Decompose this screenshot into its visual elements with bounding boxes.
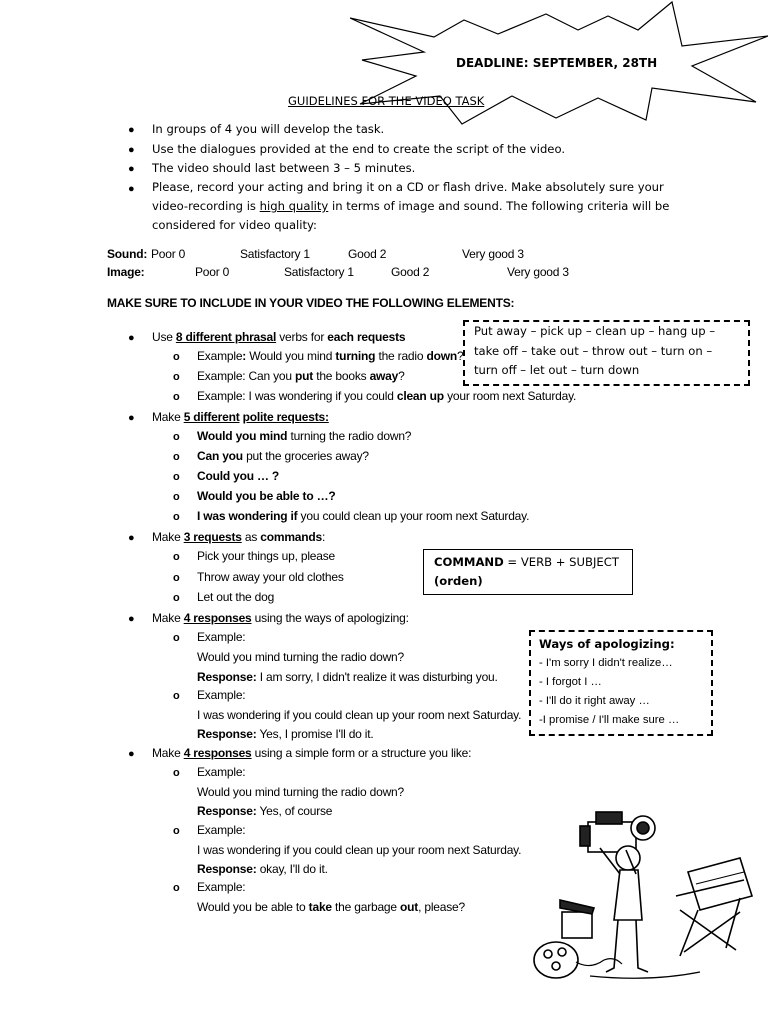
text-run: Yes, I promise I'll do it. <box>256 727 374 741</box>
example-question: Would you mind turning the radio down? <box>197 785 404 799</box>
sub-bullet-icon: o <box>173 471 180 483</box>
example-label: Example: <box>197 823 246 837</box>
text-run: as <box>241 530 261 544</box>
text-run: 5 different <box>183 410 240 424</box>
text-run: in terms of image and sound. The following criteria will be <box>328 199 670 213</box>
bullet-icon: ● <box>128 613 135 625</box>
sub-bullet-icon: o <box>173 431 180 443</box>
bullet-icon: ● <box>128 332 135 344</box>
phrasal-instruction <box>152 330 405 344</box>
box-line: turn off – let out – turn down <box>474 363 640 377</box>
intro-item: considered for video quality: <box>152 218 317 232</box>
text-run: turning the radio down? <box>287 429 412 443</box>
text-run: Response: <box>197 862 257 876</box>
example-response <box>197 670 498 684</box>
example-question: Would you mind turning the radio down? <box>197 650 404 664</box>
bullet-icon: ● <box>128 124 135 136</box>
intro-item: In groups of 4 you will develop the task. <box>152 122 385 136</box>
text-run: : <box>242 349 247 363</box>
text-run: , please? <box>418 900 465 914</box>
polite-instruction <box>152 410 329 424</box>
image-very-good: Very good 3 <box>507 265 569 279</box>
text-run: the garbage <box>331 900 401 914</box>
text-run: ? <box>398 369 405 383</box>
text-run: Can you <box>197 449 243 463</box>
text-run: ? <box>457 349 464 363</box>
bullet-icon: ● <box>128 163 135 175</box>
example-label: Example: <box>197 880 246 894</box>
text-run: put the groceries away? <box>242 449 369 463</box>
example-question: I was wondering if you could clean up your room next Saturday. <box>197 843 522 857</box>
text-run: Make <box>152 530 184 544</box>
example-response <box>197 727 374 741</box>
sub-bullet-icon: o <box>173 572 180 584</box>
example-label: Example: <box>197 765 246 779</box>
text-run: polite requests: <box>242 410 329 424</box>
text-run: commands <box>260 530 323 544</box>
sound-good: Good 2 <box>348 247 387 261</box>
text-run: using the ways of apologizing: <box>251 611 409 625</box>
sub-bullet-icon: o <box>173 491 180 503</box>
commands-instruction <box>152 530 325 544</box>
text-run: : <box>322 530 326 544</box>
text-run: Make <box>152 611 184 625</box>
text-run: down <box>426 349 458 363</box>
text-run: Response: <box>197 804 257 818</box>
text-run: using a simple form or a structure you like: <box>251 746 472 760</box>
text-run: Make <box>152 410 184 424</box>
sound-label: Sound: <box>107 247 148 261</box>
text-run: Would you be able to …? <box>197 489 336 503</box>
text-run: clean up <box>396 389 444 403</box>
text-run: Example <box>197 349 243 363</box>
image-label: Image: <box>107 265 145 279</box>
text-run: take <box>308 900 332 914</box>
box-line: (orden) <box>434 574 483 588</box>
text-run: Response: <box>197 727 257 741</box>
box-line: Put away – pick up – clean up – hang up – <box>474 324 716 338</box>
sub-bullet-icon: o <box>173 351 180 363</box>
text-run: I was wondering if <box>197 509 298 523</box>
box-line: - I forgot I … <box>539 676 602 688</box>
box-line: - I'm sorry I didn't realize… <box>539 657 673 669</box>
text-run: okay, I'll do it. <box>256 862 328 876</box>
polite-item <box>197 469 279 483</box>
command-formula-box <box>423 549 633 595</box>
box-title: Ways of apologizing: <box>539 637 675 651</box>
image-satisfactory: Satisfactory 1 <box>284 265 354 279</box>
sub-bullet-icon: o <box>173 825 180 837</box>
image-poor: Poor 0 <box>195 265 230 279</box>
sound-poor: Poor 0 <box>151 247 186 261</box>
text-run: Would you mind <box>197 429 288 443</box>
command-item: Pick your things up, please <box>197 549 336 563</box>
phrasal-verbs-box <box>463 320 750 386</box>
text-run: the radio <box>375 349 427 363</box>
cameraman-clipart <box>530 800 760 990</box>
text-run: out <box>400 900 419 914</box>
example-question: I was wondering if you could clean up your room next Saturday. <box>197 708 522 722</box>
image-good: Good 2 <box>391 265 430 279</box>
intro-item: The video should last between 3 – 5 minutes. <box>152 161 416 175</box>
sub-bullet-icon: o <box>173 592 180 604</box>
text-run: each requests <box>327 330 406 344</box>
text-run: 4 responses <box>183 746 252 760</box>
example-label: Example: <box>197 630 246 644</box>
example-question <box>197 900 465 914</box>
phrasal-example <box>197 349 464 363</box>
example-response <box>197 862 328 876</box>
text-run: turning <box>335 349 376 363</box>
phrasal-example <box>197 369 405 383</box>
text-run: 3 requests <box>183 530 242 544</box>
text-run: Yes, of course <box>256 804 333 818</box>
text-run: you could clean up your room next Saturday. <box>297 509 530 523</box>
example-response <box>197 804 332 818</box>
text-run: 8 different phrasal <box>175 330 277 344</box>
deadline-text: DEADLINE: SEPTEMBER, 28TH <box>456 56 658 70</box>
simple-instruction <box>152 746 471 760</box>
intro-item: Use the dialogues provided at the end to create the script of the video. <box>152 142 566 156</box>
section-heading: MAKE SURE TO INCLUDE IN YOUR VIDEO THE FOLLOWING ELEMENTS: <box>107 296 515 310</box>
bullet-icon: ● <box>128 532 135 544</box>
text-run: 4 responses <box>183 611 252 625</box>
intro-item <box>152 197 669 217</box>
text-run: Response: <box>197 670 257 684</box>
text-run: verbs for <box>276 330 328 344</box>
text-run: put <box>295 369 314 383</box>
text-run: Would you mind <box>246 349 336 363</box>
text-run: = VERB + SUBJECT <box>503 555 619 569</box>
text-run: I am sorry, I didn't realize it was disturbing you. <box>256 670 498 684</box>
sub-bullet-icon: o <box>173 511 180 523</box>
box-line: take off – take out – throw out – turn on – <box>474 344 713 358</box>
text-run: Make <box>152 746 184 760</box>
text-run: the books <box>313 369 370 383</box>
text-run: your room next Saturday. <box>443 389 577 403</box>
bullet-icon: ● <box>128 144 135 156</box>
text-run: video-recording is <box>152 199 260 213</box>
intro-item: Please, record your acting and bring it on a CD or flash drive. Make absolutely sure your <box>152 180 664 194</box>
polite-item <box>197 489 336 503</box>
text-run: Could you … ? <box>197 469 280 483</box>
polite-item <box>197 509 529 523</box>
phrasal-example <box>197 389 576 403</box>
apologizing-instruction <box>152 611 409 625</box>
sound-satisfactory: Satisfactory 1 <box>240 247 310 261</box>
sub-bullet-icon: o <box>173 451 180 463</box>
text-run: high quality <box>259 199 329 213</box>
sub-bullet-icon: o <box>173 690 180 702</box>
text-run: COMMAND <box>434 555 504 569</box>
command-item: Let out the dog <box>197 590 275 604</box>
text-run: Would you be able to <box>197 900 309 914</box>
bullet-icon: ● <box>128 183 135 195</box>
box-line: - I'll do it right away … <box>539 695 650 707</box>
sub-bullet-icon: o <box>173 551 180 563</box>
polite-item <box>197 429 411 443</box>
sound-very-good: Very good 3 <box>462 247 524 261</box>
polite-item <box>197 449 369 463</box>
bullet-icon: ● <box>128 748 135 760</box>
page-title: GUIDELINES FOR THE VIDEO TASK <box>288 94 485 108</box>
sub-bullet-icon: o <box>173 632 180 644</box>
sub-bullet-icon: o <box>173 882 180 894</box>
sub-bullet-icon: o <box>173 371 180 383</box>
bullet-icon: ● <box>128 412 135 424</box>
apologizing-box <box>529 630 713 736</box>
sub-bullet-icon: o <box>173 767 180 779</box>
example-label: Example: <box>197 688 246 702</box>
text-run: away <box>369 369 399 383</box>
command-item: Throw away your old clothes <box>197 570 344 584</box>
text-run: Example: Can you <box>197 369 295 383</box>
text-run: Example: I was wondering if you could <box>197 389 397 403</box>
box-line: -I promise / I'll make sure … <box>539 714 680 726</box>
sub-bullet-icon: o <box>173 391 180 403</box>
text-run: Use <box>152 330 176 344</box>
box-line <box>434 555 619 569</box>
